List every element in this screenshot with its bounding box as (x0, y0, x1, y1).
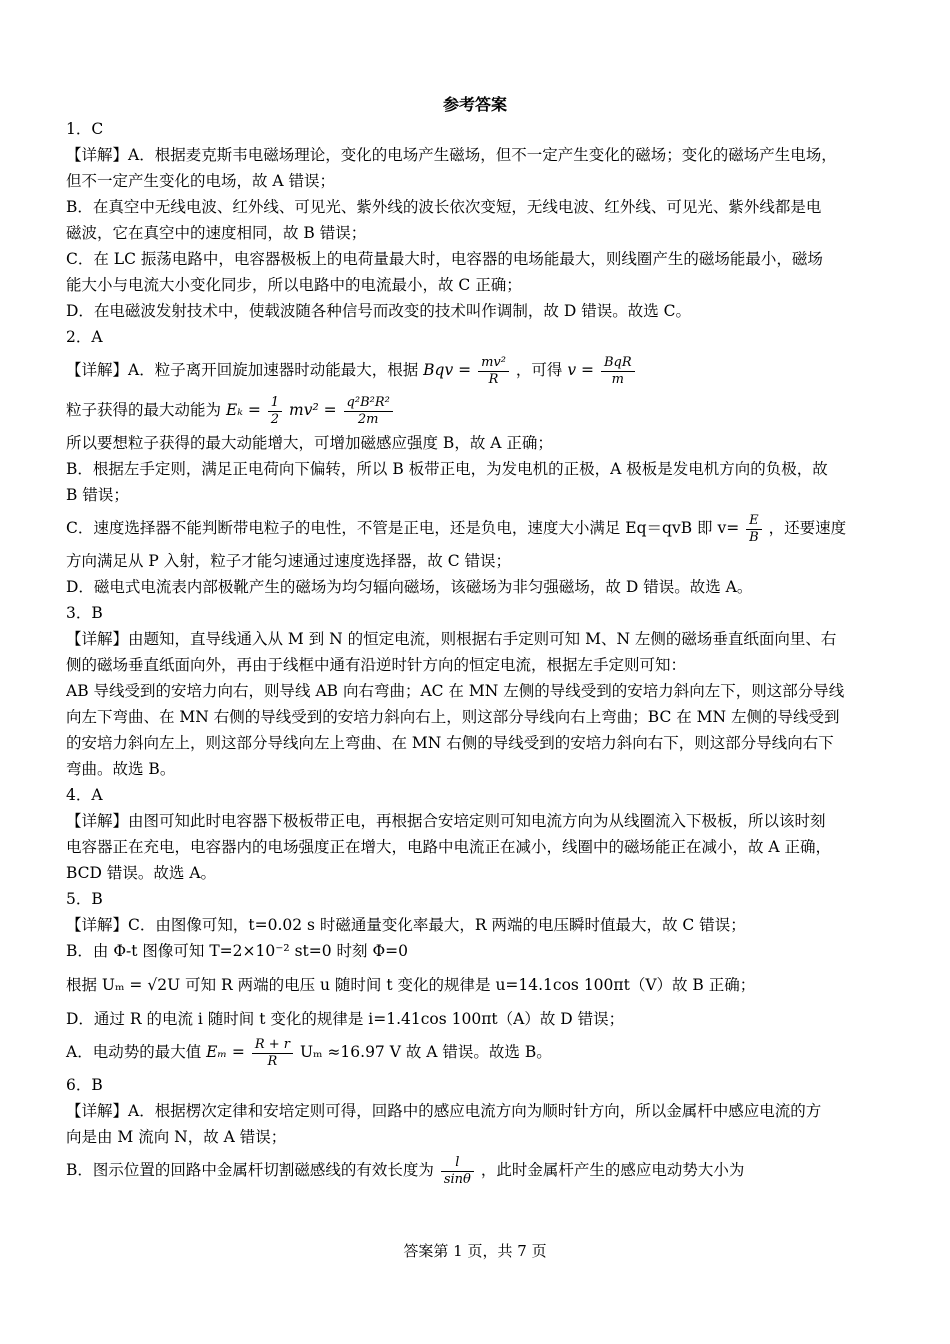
q2-line-8: D．磁电式电流表内部极靴产生的磁场为均匀辐向磁场，该磁场为非匀强磁场，故 D 错误。故选 A。 (66, 578, 753, 596)
q6-number: 6．B (66, 1076, 103, 1094)
q4-line-1: 【详解】由图可知此时电容器下极板带正电，再根据合安培定则可知电流方向为从线圈流入下极板，所以该时刻 (66, 812, 826, 830)
answer-content (66, 116, 886, 1190)
q3-line-2: 侧的磁场垂直纸面向外，再由于线框中通有沿逆时针方向的恒定电流，根据左手定则可知： (66, 656, 687, 674)
q1-line-1: 【详解】A．根据麦克斯韦电磁场理论，变化的电场产生磁场，但不一定产生变化的磁场；变化的磁场产生电场， (66, 146, 837, 164)
q2-ek-fraction-1: $\frac{1}{2}$ (268, 395, 282, 428)
q5-emf-fraction: $\frac{R + r}{R}$ (252, 1037, 293, 1070)
q2-number: 2．A (66, 328, 103, 346)
q5-line-5: A．电动势的最大值 Eₘ = $\frac{R + r}{R}$ Uₘ ≈16.97 V 故 A 错误。故选 B。 (66, 1036, 552, 1069)
q2-eq2-fraction: $\frac{\text{BqR}}{m}$ (601, 355, 635, 388)
q3-line-1: 【详解】由题知，直导线通入从 M 到 N 的恒定电流，则根据右手定则可知 M、N 左侧的磁场垂直纸面向里、右 (66, 630, 837, 648)
q6-line-3: B．图示位置的回路中金属杆切割磁感线的有效长度为 $\frac{l}{\sin\theta}$ ，此时金属杆产生的感应电动势大小为 (66, 1154, 745, 1187)
q1-line-7: D．在电磁波发射技术中，使载波随各种信号而改变的技术叫作调制，故 D 错误。故选 C。 (66, 302, 691, 320)
q3-line-6: 弯曲。故选 B。 (66, 760, 176, 778)
q1-line-4: 磁波，它在真空中的速度相同，故 B 错误； (66, 224, 367, 242)
page-footer: 答案第 1 页，共 7 页 (403, 1242, 547, 1260)
q6-line-1: 【详解】A．根据楞次定律和安培定则可得，回路中的感应电流方向为顺时针方向，所以金属杆中感应电流的方 (66, 1102, 822, 1120)
q2-line-6: C．速度选择器不能判断带电粒子的电性，不管是正电，还是负电，速度大小满足 Eq＝qvB 即 v= $\frac{E}{B}$ ，还要速度 (66, 512, 847, 545)
q4-number: 4．A (66, 786, 103, 804)
q1-line-6: 能大小与电流大小变化同步，所以电路中的电流最小，故 C 正确； (66, 276, 522, 294)
q2-line-1: 【详解】A．粒子离开回旋加速器时动能最大，根据 Bqv = $\frac{\text{mv²}}{R}$ ，可得 v = $\frac{\text{BqR}}{m}$ (66, 350, 886, 390)
q2-ek-fraction-2: $\frac{\text{q²B²R²}}{2m}$ (344, 395, 393, 428)
q5-line-2: B．由 Φ-t 图像可知 T=2×10⁻² st=0 时刻 Φ=0 (66, 942, 409, 960)
q3-line-3: AB 导线受到的安培力向右，则导线 AB 向右弯曲；AC 在 MN 左侧的导线受到的安培力斜向左下，则这部分导线 (66, 682, 845, 700)
q3-line-4: 向左下弯曲、在 MN 右侧的导线受到的安培力斜向右上，则这部分导线向右上弯曲；BC 在 MN 左侧的导线受到 (66, 708, 840, 726)
q2-line-2: 粒子获得的最大动能为 Eₖ = $\frac{1}{2}$ mv² = $\frac{\text{q²B²R²}}{2m}$ (66, 390, 886, 430)
page-title: 参考答案 (442, 95, 507, 114)
q3-line-5: 的安培力斜向左上，则这部分导线向左上弯曲、在 MN 右侧的导线受到的安培力斜向右下，则这部分导线向右下 (66, 734, 834, 752)
q2-line-7: 方向满足从 P 入射，粒子才能匀速通过速度选择器，故 C 错误； (66, 552, 511, 570)
q2-eq1-lhs: Bqv = (423, 361, 472, 379)
q1-line-3: B．在真空中无线电波、红外线、可见光、紫外线的波长依次变短，无线电波、红外线、可见光、紫外线都是电 (66, 198, 822, 216)
q5-line-4: D．通过 R 的电流 i 随时间 t 变化的规律是 i=1.41cos 100πt（A）故 D 错误； (66, 1010, 625, 1028)
q2-line-5: B 错误； (66, 486, 129, 504)
q1-line-2: 但不一定产生变化的电场，故 A 错误； (66, 172, 336, 190)
q4-line-2: 电容器正在充电，电容器内的电场强度正在增大，电路中电流正在减小，线圈中的磁场能正在减小，故 A 正确， (66, 838, 832, 856)
q5-number: 5．B (66, 890, 103, 908)
q2-velocity-fraction: $\frac{E}{B}$ (746, 513, 762, 546)
q5-line-1: 【详解】C．由图像可知，t=0.02 s 时磁通量变化率最大，R 两端的电压瞬时值最大，故 C 错误； (66, 916, 746, 934)
q2-eq1-fraction: $\frac{\text{mv²}}{R}$ (478, 355, 509, 388)
q2-line-3: 所以要想粒子获得的最大动能增大，可增加磁感应强度 B，故 A 正确； (66, 434, 553, 452)
q6-length-fraction: $\frac{l}{\sin\theta}$ (441, 1155, 474, 1188)
q2-ek-lhs: Eₖ = (225, 401, 261, 419)
q2-line-4: B．根据左手定则，满足正电荷向下偏转，所以 B 板带正电，为发电机的正极，A 极板是发电机方向的负极，故 (66, 460, 828, 478)
q1-number: 1．C (66, 120, 104, 138)
q5-line-3: 根据 Uₘ = √2U 可知 R 两端的电压 u 随时间 t 变化的规律是 u=14.1cos 100πt（V）故 B 正确； (66, 976, 756, 994)
q3-number: 3．B (66, 604, 103, 622)
q4-line-3: BCD 错误。故选 A。 (66, 864, 217, 882)
q2-eq2-lhs: v = (567, 361, 595, 379)
q6-line-2: 向是由 M 流向 N，故 A 错误； (66, 1128, 287, 1146)
q1-line-5: C．在 LC 振荡电路中，电容器极板上的电荷量最大时，电容器的电场能最大，则线圈产生的磁场能最小，磁场 (66, 250, 823, 268)
